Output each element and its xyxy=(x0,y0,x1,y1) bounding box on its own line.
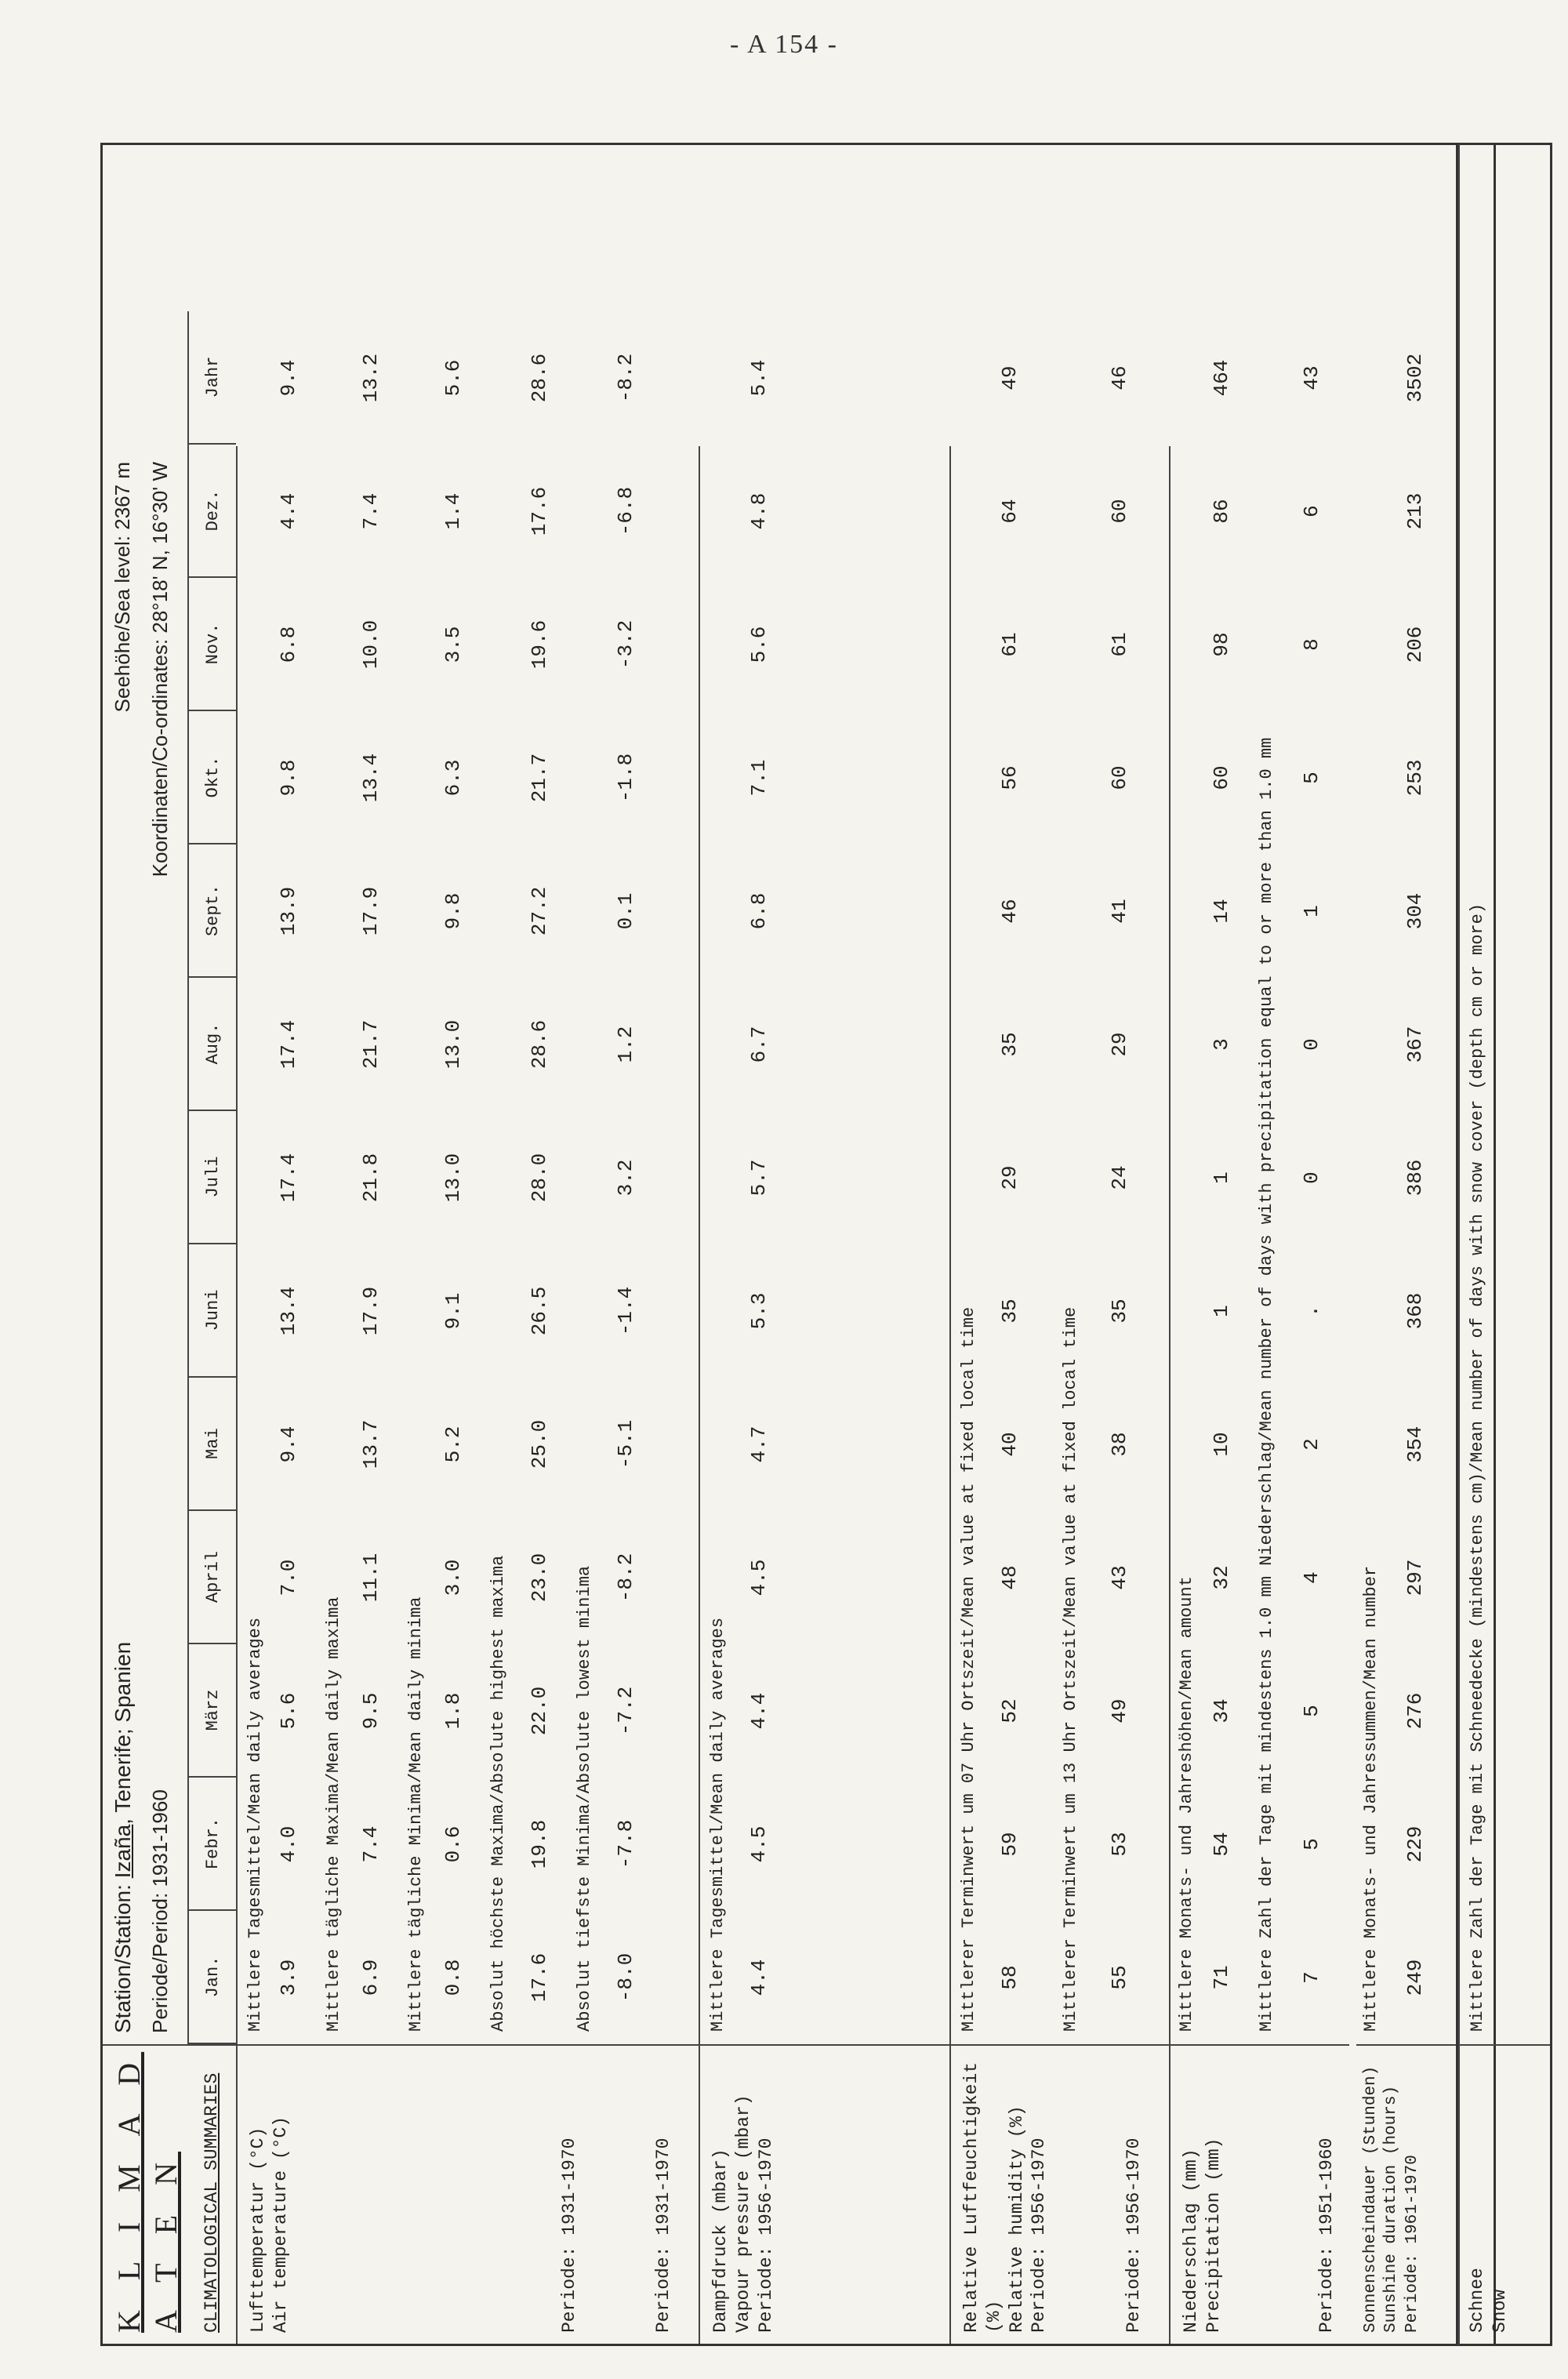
value-cell: 98 xyxy=(1210,632,1233,657)
value-cell: 17.4 xyxy=(277,1153,300,1203)
value-cell: -3.2 xyxy=(614,619,637,670)
value-cell: 46 xyxy=(998,899,1022,924)
value-cell: -7.2 xyxy=(614,1686,637,1736)
air-absmin-row xyxy=(614,311,637,2044)
value-cell: 4.4 xyxy=(277,492,300,530)
value-cell: 297 xyxy=(1403,1559,1427,1596)
main-title: K L I M A D A T E N xyxy=(111,2051,183,2333)
climate-table xyxy=(100,143,1496,2346)
value-cell: 10.0 xyxy=(359,619,383,670)
value-cell: 5 xyxy=(1300,772,1323,784)
value-cell: 7.4 xyxy=(359,492,383,530)
value-cell: 28.6 xyxy=(528,353,551,403)
value-cell: 0 xyxy=(1300,1038,1323,1051)
value-cell: 64 xyxy=(998,499,1022,524)
precip-label-cell xyxy=(1169,2046,1349,2344)
value-cell: 21.7 xyxy=(359,1019,383,1070)
value-cell: 9.4 xyxy=(277,1426,300,1463)
value-cell: -1.8 xyxy=(614,753,637,803)
value-cell: 17.9 xyxy=(359,886,383,936)
precip-days-row xyxy=(1300,311,1323,2044)
value-cell: 0 xyxy=(1300,1171,1323,1184)
value-cell: 61 xyxy=(998,632,1022,657)
value-cell: 6.8 xyxy=(277,626,300,663)
month-header: Juni xyxy=(189,1244,236,1378)
value-cell: -8.0 xyxy=(614,1952,637,2003)
value-cell: 56 xyxy=(998,765,1022,790)
value-cell: 13.4 xyxy=(277,1286,300,1336)
value-cell: 43 xyxy=(1108,1565,1131,1590)
value-cell: 5.2 xyxy=(441,1426,465,1463)
value-cell: 53 xyxy=(1108,1832,1131,1857)
sun-data-cell xyxy=(1356,145,1456,2046)
value-cell: 17.9 xyxy=(359,1286,383,1336)
month-header: Sept. xyxy=(189,844,236,978)
value-cell: 49 xyxy=(998,365,1022,390)
value-cell: 5.6 xyxy=(441,359,465,397)
value-cell: 229 xyxy=(1403,1825,1427,1863)
value-cell: 55 xyxy=(1108,1965,1131,1990)
value-cell: 13.7 xyxy=(359,1419,383,1469)
air-avg-label: Mittlere Tagesmittel/Mean daily averages xyxy=(245,1617,265,2032)
station-line xyxy=(111,1642,136,2033)
value-cell: 58 xyxy=(998,1965,1022,1990)
value-cell: 0.1 xyxy=(614,892,637,930)
value-cell: 3502 xyxy=(1403,353,1427,403)
value-cell: 3.5 xyxy=(441,626,465,663)
air-temperature-label-cell xyxy=(236,2046,699,2344)
humidity-label-de: Relative Luftfeuchtigkeit (%) xyxy=(961,2061,1004,2333)
sun-snow-strip xyxy=(1356,143,1458,2346)
value-cell: 5.6 xyxy=(747,626,771,663)
snow-row xyxy=(1458,143,1552,2346)
value-cell: 0.6 xyxy=(441,1825,465,1863)
value-cell: -7.8 xyxy=(614,1819,637,1869)
value-cell: 5 xyxy=(1300,1705,1323,1717)
value-cell: 4.4 xyxy=(747,1692,771,1730)
air-min-label: Mittlere tägliche Minima/Mean daily minima xyxy=(406,1596,426,2032)
value-cell: 29 xyxy=(1108,1032,1131,1057)
value-cell: 25.0 xyxy=(528,1419,551,1469)
air-label-en: Air temperature (°C) xyxy=(270,2116,291,2333)
vapour-label-de: Dampfdruck (mbar) xyxy=(710,2148,731,2333)
value-cell: 276 xyxy=(1403,1692,1427,1730)
precip-days-label: Mittlere Zahl der Tage mit mindestens 1.0 mm Niederschlag/Mean number of days with precipitation equal to or more than 1.0 mm xyxy=(1257,737,1276,2032)
sun-periode: Periode: 1961-1970 xyxy=(1403,2155,1421,2333)
value-cell: 35 xyxy=(998,1032,1022,1057)
humidity-label-en: Relative humidity (%) xyxy=(1006,2105,1027,2333)
value-cell: 35 xyxy=(1108,1298,1131,1324)
value-cell: 1.8 xyxy=(441,1692,465,1730)
value-cell: 9.5 xyxy=(359,1692,383,1730)
vapour-periode: Periode: 1956-1970 xyxy=(755,2137,776,2333)
value-cell: 464 xyxy=(1210,359,1233,397)
value-cell: 10 xyxy=(1210,1432,1233,1457)
value-cell: 354 xyxy=(1403,1426,1427,1463)
air-label-de: Lufttemperatur (°C) xyxy=(248,2127,268,2333)
month-header: Okt. xyxy=(189,711,236,844)
value-cell: 1 xyxy=(1300,905,1323,917)
snow-label-de: Schnee xyxy=(1467,2268,1487,2333)
sun-label-de: Sonnenscheindauer (Stunden) xyxy=(1362,2065,1380,2333)
humidity-07-label: Mittlerer Terminwert um 07 Uhr Ortszeit/Mean value at fixed local time xyxy=(959,1306,978,2032)
page-number: - A 154 - xyxy=(730,30,838,59)
value-cell: 21.7 xyxy=(528,753,551,803)
sea-level-value: 2367 m xyxy=(111,462,134,530)
value-cell: 7.1 xyxy=(747,759,771,797)
value-cell: 40 xyxy=(998,1432,1022,1457)
precip-amt-label: Mittlere Monats- und Jahreshöhen/Mean amount xyxy=(1177,1576,1196,2032)
month-header: Jan. xyxy=(189,1911,236,2044)
month-header: Aug. xyxy=(189,978,236,1111)
header-station-cell xyxy=(103,356,236,2046)
air-absmin-label: Absolut tiefste Minima/Absolute lowest minima xyxy=(575,1565,594,2032)
value-cell: 3.2 xyxy=(614,1159,637,1197)
value-cell: -5.1 xyxy=(614,1419,637,1469)
value-cell: -8.2 xyxy=(614,1553,637,1603)
value-cell: 4.0 xyxy=(277,1825,300,1863)
value-cell: 1.2 xyxy=(614,1026,637,1063)
value-cell: 9.8 xyxy=(277,759,300,797)
month-header: Nov. xyxy=(189,578,236,711)
sun-row xyxy=(1356,143,1458,2346)
value-cell: 6 xyxy=(1300,505,1323,518)
value-cell: 5.6 xyxy=(277,1692,300,1730)
value-cell: 48 xyxy=(998,1565,1022,1590)
air-periode-2: Periode: 1931-1970 xyxy=(653,2137,674,2333)
precip-label-de: Niederschlag (mm) xyxy=(1181,2148,1201,2333)
value-cell: 9.4 xyxy=(277,359,300,397)
snow-label-cell xyxy=(1460,2046,1550,2344)
station-label: Station/Station: xyxy=(111,1884,135,2033)
value-cell: 61 xyxy=(1108,632,1131,657)
value-cell: 60 xyxy=(1108,765,1131,790)
sea-level xyxy=(111,462,135,712)
snow-text: Mittlere Zahl der Tage mit Schneedecke (mindestens cm)/Mean number of days with snow cover (depth cm or more) xyxy=(1468,903,1487,2032)
value-cell: 5.3 xyxy=(747,1292,771,1330)
sea-level-label: Seehöhe/Sea level: xyxy=(111,535,134,713)
value-cell: 6.8 xyxy=(747,892,771,930)
air-max-row xyxy=(359,311,383,2044)
precip-label-en: Precipitation (mm) xyxy=(1203,2137,1224,2333)
value-cell: 19.6 xyxy=(528,619,551,670)
snow-label-en: Snow xyxy=(1489,2289,1510,2333)
value-cell: 13.0 xyxy=(441,1153,465,1203)
air-min-row xyxy=(441,311,465,2044)
humidity-13-row xyxy=(1108,311,1131,2044)
value-cell: 41 xyxy=(1108,899,1131,924)
value-cell: 3 xyxy=(1210,1038,1233,1051)
value-cell: 3.0 xyxy=(441,1559,465,1596)
vapour-avg-row xyxy=(747,311,771,2044)
value-cell: 1 xyxy=(1210,1305,1233,1317)
value-cell: 253 xyxy=(1403,759,1427,797)
value-cell: 9.8 xyxy=(441,892,465,930)
value-cell: 13.9 xyxy=(277,886,300,936)
value-cell: 367 xyxy=(1403,1026,1427,1063)
value-cell: -1.4 xyxy=(614,1286,637,1336)
humidity-label-cell xyxy=(949,2046,1169,2344)
value-cell: 304 xyxy=(1403,892,1427,930)
climate-table-sheet xyxy=(100,143,1496,2346)
precip-amt-row xyxy=(1210,311,1233,2044)
value-cell: 5 xyxy=(1300,1838,1323,1851)
value-cell: 4.7 xyxy=(747,1426,771,1463)
value-cell: 60 xyxy=(1210,765,1233,790)
air-periode-1: Periode: 1931-1970 xyxy=(559,2137,580,2333)
value-cell: 27.2 xyxy=(528,886,551,936)
value-cell: 0.8 xyxy=(441,1959,465,1996)
vapour-label-cell xyxy=(699,2046,949,2344)
value-cell: 4.4 xyxy=(747,1959,771,1996)
value-cell: 4.5 xyxy=(747,1825,771,1863)
station-name: Izaña xyxy=(111,1824,135,1879)
value-cell: 21.8 xyxy=(359,1153,383,1203)
value-cell: 13.0 xyxy=(441,1019,465,1070)
value-cell: 206 xyxy=(1403,626,1427,663)
snow-strip xyxy=(1458,143,1552,2346)
vapour-data-cell xyxy=(699,359,949,2046)
value-cell: 22.0 xyxy=(528,1686,551,1736)
value-cell: 6.7 xyxy=(747,1026,771,1063)
value-cell: 52 xyxy=(998,1698,1022,1723)
value-cell: 2 xyxy=(1300,1438,1323,1451)
value-cell: 7.0 xyxy=(277,1559,300,1596)
value-cell: 17.6 xyxy=(528,1952,551,2003)
value-cell: 4.8 xyxy=(747,492,771,530)
value-cell: 60 xyxy=(1108,499,1131,524)
value-cell: 7 xyxy=(1300,1971,1323,1984)
air-temperature-data-cell xyxy=(236,353,699,2046)
air-max-label: Mittlere tägliche Maxima/Mean daily maxima xyxy=(324,1596,343,2032)
value-cell: . xyxy=(1300,1305,1323,1317)
value-cell: 26.5 xyxy=(528,1286,551,1336)
value-cell: 7.4 xyxy=(359,1825,383,1863)
value-cell: 29 xyxy=(998,1165,1022,1190)
sun-sum-label: Mittlere Monats- und Jahressummen/Mean number xyxy=(1361,1565,1381,2032)
value-cell: 249 xyxy=(1403,1959,1427,1996)
value-cell: 9.1 xyxy=(441,1292,465,1330)
value-cell: 49 xyxy=(1108,1698,1131,1723)
value-cell: 13.4 xyxy=(359,753,383,803)
value-cell: 11.1 xyxy=(359,1553,383,1603)
humidity-periode-2: Periode: 1956-1970 xyxy=(1123,2137,1145,2333)
sun-label-en: Sunshine duration (hours) xyxy=(1382,2085,1401,2333)
value-cell: 24 xyxy=(1108,1165,1131,1190)
precip-data-cell xyxy=(1169,359,1349,2046)
value-cell: 13.2 xyxy=(359,353,383,403)
air-absmax-row xyxy=(528,311,551,2044)
value-cell: 23.0 xyxy=(528,1553,551,1603)
header-title-cell xyxy=(103,2046,236,2344)
value-cell: 6.3 xyxy=(441,759,465,797)
value-cell: 5.4 xyxy=(747,359,771,397)
coordinates: Koordinaten/Co-ordinates: 28°18' N, 16°30' W xyxy=(148,462,172,877)
subtitle: CLIMATOLOGICAL SUMMARIES xyxy=(201,2072,222,2333)
value-cell: 28.0 xyxy=(528,1153,551,1203)
month-header: April xyxy=(189,1511,236,1644)
value-cell: 54 xyxy=(1210,1832,1233,1857)
value-cell: 3.9 xyxy=(277,1959,300,1996)
value-cell: -6.8 xyxy=(614,486,637,536)
value-cell: 28.6 xyxy=(528,1019,551,1070)
snow-data-cell xyxy=(1460,145,1550,2046)
value-cell: 35 xyxy=(998,1298,1022,1324)
humidity-07-row xyxy=(998,311,1022,2044)
humidity-data-cell xyxy=(949,365,1169,2046)
value-cell: 6.9 xyxy=(359,1959,383,1996)
value-cell: 43 xyxy=(1300,365,1323,390)
value-cell: 19.8 xyxy=(528,1819,551,1869)
value-cell: 386 xyxy=(1403,1159,1427,1197)
humidity-periode-1: Periode: 1956-1970 xyxy=(1029,2137,1050,2333)
value-cell: 17.6 xyxy=(528,486,551,536)
value-cell: 213 xyxy=(1403,492,1427,530)
humidity-13-label: Mittlerer Terminwert um 13 Uhr Ortszeit/Mean value at fixed local time xyxy=(1061,1306,1080,2032)
value-cell: 1 xyxy=(1210,1171,1233,1184)
value-cell: 5.7 xyxy=(747,1159,771,1197)
value-cell: 86 xyxy=(1210,499,1233,524)
value-cell: 368 xyxy=(1403,1292,1427,1330)
air-avg-row xyxy=(277,311,300,2044)
value-cell: 32 xyxy=(1210,1565,1233,1590)
value-cell: 38 xyxy=(1108,1432,1131,1457)
month-header: Febr. xyxy=(189,1778,236,1911)
vapour-label-en: Vapour pressure (mbar) xyxy=(732,2094,753,2333)
value-cell: -8.2 xyxy=(614,353,637,403)
station-location: , Tenerife; Spanien xyxy=(111,1641,135,1825)
value-cell: 71 xyxy=(1210,1965,1233,1990)
vapour-avg-label: Mittlere Tagesmittel/Mean daily averages xyxy=(708,1617,728,2032)
value-cell: 4.5 xyxy=(747,1559,771,1596)
value-cell: 8 xyxy=(1300,638,1323,651)
sun-label-cell xyxy=(1356,2046,1456,2344)
month-header: Dez. xyxy=(189,445,236,578)
value-cell: 14 xyxy=(1210,899,1233,924)
month-header: Juli xyxy=(189,1111,236,1244)
month-header: Mai xyxy=(189,1378,236,1511)
air-absmax-label: Absolut höchste Maxima/Absolute highest maxima xyxy=(488,1555,508,2032)
value-cell: 46 xyxy=(1108,365,1131,390)
value-cell: 1.4 xyxy=(441,492,465,530)
value-cell: 34 xyxy=(1210,1698,1233,1723)
value-cell: 59 xyxy=(998,1832,1022,1857)
month-header: März xyxy=(189,1644,236,1778)
value-cell: 4 xyxy=(1300,1571,1323,1584)
precip-periode: Periode: 1951-1960 xyxy=(1316,2137,1338,2333)
month-header: Jahr xyxy=(189,311,236,445)
month-header-row xyxy=(187,311,236,2044)
station-periode: Periode/Period: 1931-1960 xyxy=(148,1789,172,2033)
sun-sum-row xyxy=(1403,311,1427,2044)
value-cell: 17.4 xyxy=(277,1019,300,1070)
